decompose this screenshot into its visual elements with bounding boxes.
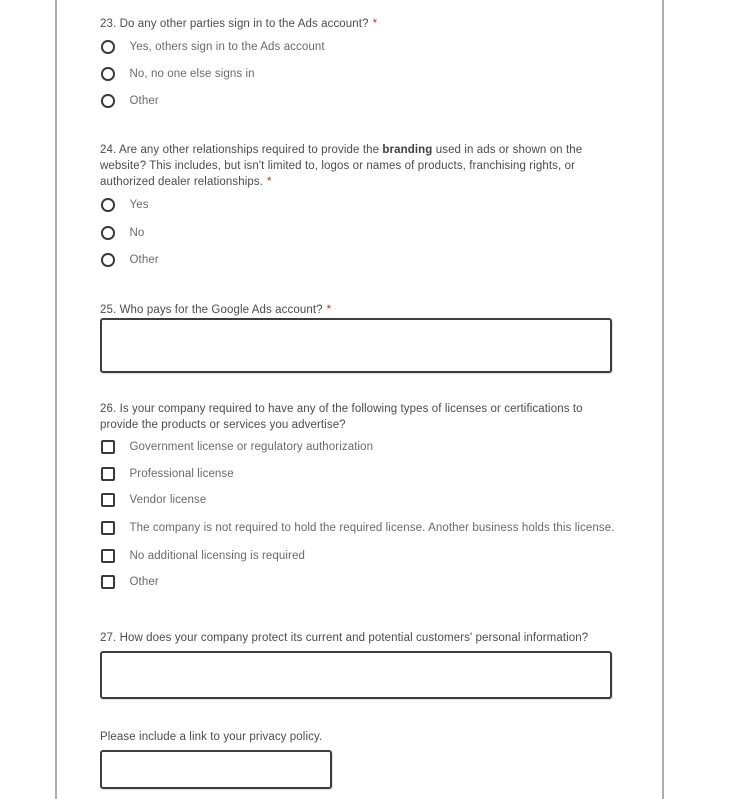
checkbox-icon[interactable] [101,521,115,535]
q26-option-professional-license[interactable] [101,467,234,481]
checkbox-icon[interactable] [101,549,115,563]
q23-option-no[interactable] [101,67,255,81]
question-23-label [100,16,610,32]
q23-option-yes-label: Yes, others sign in to the Ads account [129,41,325,53]
q23-option-yes[interactable] [101,40,325,54]
checkbox-icon[interactable] [101,493,115,507]
checkbox-icon[interactable] [101,440,115,454]
q26-option-vendor-license-label: Vendor license [129,494,207,506]
question-27-label [100,630,610,646]
q26-option-vendor-license[interactable] [101,493,206,507]
radio-button-icon[interactable] [101,198,115,212]
checkbox-icon[interactable] [101,575,115,589]
question-25-text: 25. Who pays for the Google Ads account? [100,304,323,316]
required-asterisk: * [326,304,332,316]
q26-option-professional-license-label: Professional license [129,468,234,480]
q26-option-government-license[interactable] [101,440,373,454]
q26-option-government-license-label: Government license or regulatory authorization [129,441,374,453]
q26-option-not-required-label: The company is not required to hold the required license. Another business holds this license. [129,522,615,534]
q24-option-no-label: No [129,227,145,239]
radio-button-icon[interactable] [101,226,115,240]
q24-option-no[interactable] [101,226,144,240]
question-25-label [100,302,610,318]
question-23-text: 23. Do any other parties sign in to the Ads account? [100,18,369,30]
question-24-label [100,142,610,190]
privacy-policy-input[interactable] [100,750,332,789]
q26-option-no-additional-label: No additional licensing is required [129,550,305,562]
q24-option-yes-label: Yes [129,199,149,211]
q24-option-other[interactable] [101,253,159,267]
q27-answer-textarea[interactable] [100,651,612,699]
radio-button-icon[interactable] [101,67,115,81]
q26-option-no-additional[interactable] [101,549,305,563]
radio-button-icon[interactable] [101,40,115,54]
radio-button-icon[interactable] [101,94,115,108]
required-asterisk: * [372,18,378,30]
question-26-text: 26. Is your company required to have any of the following types of licenses or certifications to provide the products or services you advertise? [100,403,583,431]
privacy-policy-text: Please include a link to your privacy policy. [100,731,323,743]
q26-option-not-required[interactable] [101,521,615,535]
question-24-text-prefix: 24. Are any other relationships required to provide the [100,144,383,156]
checkbox-icon[interactable] [101,467,115,481]
q26-option-other[interactable] [101,575,159,589]
q25-answer-textarea[interactable] [100,318,612,373]
q23-option-other[interactable] [101,94,159,108]
q23-option-other-label: Other [129,95,159,107]
required-asterisk: * [267,176,272,188]
question-24-text-suffix: used in ads or shown on the website? This includes, but isn't limited to, logos or names of products, franchising rights, or authorized dealer relationships. [100,144,583,188]
privacy-policy-label [100,729,610,745]
question-27-text: 27. How does your company protect its current and potential customers' personal information? [100,632,589,644]
q26-option-other-label: Other [129,576,159,588]
question-24-bold-branding: branding [382,144,433,156]
q23-option-no-label: No, no one else signs in [129,68,255,80]
radio-button-icon[interactable] [101,253,115,267]
q24-option-yes[interactable] [101,198,149,212]
q24-option-other-label: Other [129,254,159,266]
question-26-label [100,401,610,433]
